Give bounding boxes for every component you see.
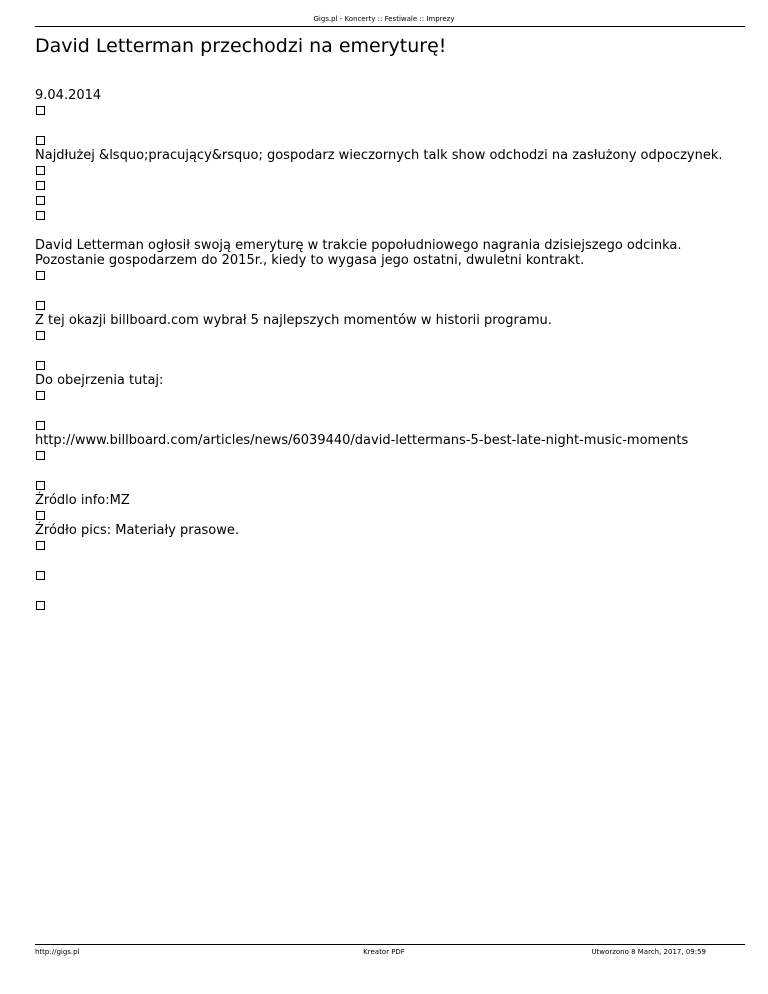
source-pics: Źródło pics: Materiały prasowe. xyxy=(35,523,240,538)
footer-created-date: Utworzono 8 March, 2017, 09:59 xyxy=(591,948,706,956)
missing-glyph-box xyxy=(36,211,45,220)
article-link: http://www.billboard.com/articles/news/6039440/david-lettermans-5-best-late-night-music-moments xyxy=(35,433,689,448)
missing-glyph-box xyxy=(36,391,45,400)
missing-glyph-box xyxy=(36,361,45,370)
article-date: 9.04.2014 xyxy=(35,88,102,103)
article-lead: Najdłużej &lsquo;pracujący&rsquo; gospodarz wieczornych talk show odchodzi na zasłużony odpoczynek. xyxy=(35,148,723,163)
article-paragraph: David Letterman ogłosił swoją emeryturę w trakcie popołudniowego nagrania dzisiejszego odcinka. xyxy=(35,238,682,253)
missing-glyph-box xyxy=(36,331,45,340)
article-body xyxy=(35,88,745,613)
missing-glyph-box xyxy=(36,271,45,280)
missing-glyph-box xyxy=(36,571,45,580)
missing-glyph-box xyxy=(36,301,45,310)
missing-glyph-box xyxy=(36,421,45,430)
footer-generator: Kreator PDF xyxy=(363,948,405,956)
article-paragraph: Pozostanie gospodarzem do 2015r., kiedy to wygasa jego ostatni, dwuletni kontrakt. xyxy=(35,253,585,268)
missing-glyph-box xyxy=(36,481,45,490)
footer-divider xyxy=(35,944,745,945)
article-title: David Letterman przechodzi na emeryturę! xyxy=(35,35,447,57)
article-paragraph: Z tej okazji billboard.com wybrał 5 najlepszych momentów w historii programu. xyxy=(35,313,552,328)
missing-glyph-box xyxy=(36,511,45,520)
missing-glyph-box xyxy=(36,196,45,205)
header-divider xyxy=(35,26,745,27)
page-header: Gigs.pl - Koncerty :: Festiwale :: Imprezy xyxy=(313,15,455,23)
footer-site-url: http://gigs.pl xyxy=(35,948,80,956)
missing-glyph-box xyxy=(36,106,45,115)
article-paragraph: Do obejrzenia tutaj: xyxy=(35,373,164,388)
missing-glyph-box xyxy=(36,166,45,175)
missing-glyph-box xyxy=(36,541,45,550)
missing-glyph-box xyxy=(36,136,45,145)
missing-glyph-box xyxy=(36,451,45,460)
missing-glyph-box xyxy=(36,601,45,610)
missing-glyph-box xyxy=(36,181,45,190)
source-info: Źródlo info:MZ xyxy=(35,493,130,508)
